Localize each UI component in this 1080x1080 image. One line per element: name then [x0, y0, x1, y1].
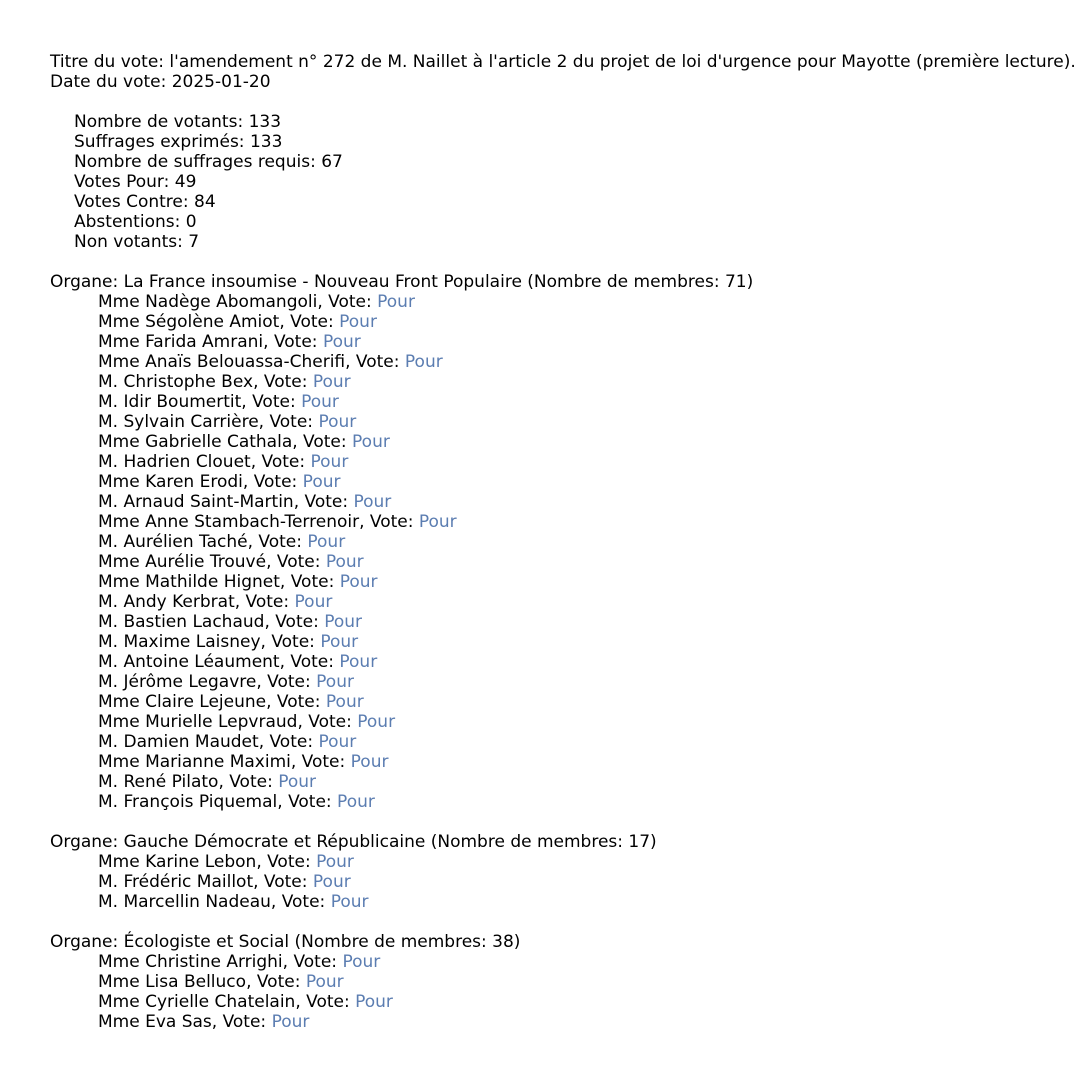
summary-label: Abstentions: [74, 212, 186, 232]
vote-label: , Vote: [253, 372, 313, 392]
member-row [50, 892, 1080, 912]
member-vote: Pour [278, 772, 317, 792]
summary-label: Votes Contre: [74, 192, 195, 212]
vote-label: , Vote: [277, 792, 338, 812]
member-row [50, 952, 1080, 972]
summary-value: 49 [174, 172, 197, 192]
member-vote: Pour [418, 512, 457, 532]
member-name: M. Andy Kerbrat [98, 592, 235, 612]
vote-label: , Vote: [292, 432, 353, 452]
member-name: M. Hadrien Clouet [98, 452, 251, 472]
member-name: Mme Marianne Maximi [98, 752, 291, 772]
member-row [50, 492, 1080, 512]
member-name: Mme Ségolène Amiot [98, 312, 280, 332]
member-name: Mme Karen Erodi [98, 472, 243, 492]
member-name: Mme Christine Arrighi [98, 952, 283, 972]
member-row [50, 772, 1080, 792]
vote-label: , Vote: [359, 512, 419, 532]
vote-label: , Vote: [282, 952, 343, 972]
organ-header: Organe: La France insoumise - Nouveau Front Populaire (Nombre de membres: 71) [50, 272, 754, 292]
summary-votants [50, 112, 1080, 132]
member-name: Mme Claire Lejeune [98, 692, 267, 712]
member-row [50, 972, 1080, 992]
vote-label: , Vote: [241, 392, 302, 412]
vote-label: , Vote: [258, 732, 319, 752]
member-vote: Pour [318, 732, 357, 752]
spacer [50, 92, 1080, 112]
vote-label: , Vote: [270, 892, 331, 912]
vote-label: , Vote: [253, 872, 313, 892]
member-name: M. Sylvain Carrière [98, 412, 259, 432]
vote-label: , Vote: [263, 332, 323, 352]
vote-label: , Vote: [264, 612, 325, 632]
member-name: Mme Anaïs Belouassa-Cherifi [98, 352, 346, 372]
member-row [50, 432, 1080, 452]
organ-section [50, 932, 1080, 1032]
member-row [50, 512, 1080, 532]
summary-label: Suffrages exprimés: [74, 132, 250, 152]
member-vote: Pour [307, 532, 346, 552]
vote-label: , Vote: [279, 652, 340, 672]
member-vote: Pour [324, 612, 363, 632]
member-name: M. Aurélien Taché [98, 532, 248, 552]
vote-label: , Vote: [218, 772, 279, 792]
member-row [50, 332, 1080, 352]
vote-label: , Vote: [250, 452, 311, 472]
member-vote: Pour [318, 412, 357, 432]
vote-label: , Vote: [246, 972, 306, 992]
member-row [50, 352, 1080, 372]
vote-label: , Vote: [279, 312, 340, 332]
member-name: M. Arnaud Saint-Martin [98, 492, 294, 512]
member-row [50, 712, 1080, 732]
member-row [50, 752, 1080, 772]
vote-label: , Vote: [345, 352, 405, 372]
member-row [50, 412, 1080, 432]
member-vote: Pour [312, 372, 351, 392]
summary-label: Nombre de suffrages requis: [74, 152, 322, 172]
member-vote: Pour [339, 572, 378, 592]
vote-title-label: Titre du vote: [50, 52, 170, 72]
member-name: Mme Gabrielle Cathala [98, 432, 293, 452]
member-row [50, 992, 1080, 1012]
member-vote: Pour [294, 592, 333, 612]
member-name: M. Jérôme Legavre [98, 672, 257, 692]
organ-list [50, 252, 1080, 1032]
member-vote: Pour [337, 792, 375, 812]
spacer [50, 912, 1080, 932]
organ-section [50, 272, 1080, 812]
summary-label: Non votants: [74, 232, 189, 252]
member-vote: Pour [355, 992, 393, 1012]
member-row [50, 392, 1080, 412]
member-vote: Pour [271, 1012, 310, 1032]
member-name: Mme Farida Amrani [98, 332, 264, 352]
member-row [50, 552, 1080, 572]
member-name: M. Maxime Laisney [98, 632, 261, 652]
member-vote: Pour [316, 852, 354, 872]
summary-value: 67 [321, 152, 343, 172]
summary-value: 84 [194, 192, 216, 212]
summary-abstentions [50, 212, 1080, 232]
member-row [50, 612, 1080, 632]
member-name: Mme Mathilde Hignet [98, 572, 280, 592]
member-name: Mme Cyrielle Chatelain [98, 992, 296, 1012]
member-row [50, 872, 1080, 892]
vote-label: , Vote: [256, 672, 317, 692]
member-vote: Pour [404, 352, 443, 372]
member-name: M. Idir Boumertit [98, 392, 242, 412]
member-row [50, 452, 1080, 472]
vote-summary [50, 112, 1080, 252]
vote-label: , Vote: [266, 692, 326, 712]
summary-non-votants [50, 232, 1080, 252]
member-vote: Pour [320, 632, 359, 652]
summary-requis [50, 152, 1080, 172]
spacer [50, 812, 1080, 832]
member-name: Mme Lisa Belluco [98, 972, 247, 992]
member-vote: Pour [322, 332, 361, 352]
member-name: M. Antoine Léaument [98, 652, 280, 672]
member-vote: Pour [301, 392, 339, 412]
vote-label: , Vote: [258, 412, 319, 432]
member-vote: Pour [352, 432, 390, 452]
member-vote: Pour [342, 952, 381, 972]
member-vote: Pour [339, 652, 378, 672]
member-row [50, 592, 1080, 612]
vote-label: , Vote: [234, 592, 295, 612]
member-name: M. Damien Maudet [98, 732, 259, 752]
summary-value: 0 [185, 212, 197, 232]
vote-label: , Vote: [279, 572, 340, 592]
summary-value: 7 [188, 232, 200, 252]
member-vote: Pour [310, 452, 349, 472]
member-row [50, 372, 1080, 392]
member-vote: Pour [330, 892, 369, 912]
member-name: M. Frédéric Maillot [98, 872, 254, 892]
summary-label: Votes Pour: [74, 172, 175, 192]
summary-contre [50, 192, 1080, 212]
member-row [50, 532, 1080, 552]
organ-header: Organe: Gauche Démocrate et Républicaine (Nombre de membres: 17) [50, 832, 657, 852]
summary-pour [50, 172, 1080, 192]
member-vote: Pour [350, 752, 389, 772]
vote-label: , Vote: [317, 292, 378, 312]
member-row [50, 292, 1080, 312]
summary-value: 133 [248, 112, 282, 132]
spacer [50, 252, 1080, 272]
member-name: Mme Karine Lebon [98, 852, 257, 872]
member-vote: Pour [316, 672, 354, 692]
vote-label: , Vote: [293, 492, 354, 512]
summary-label: Nombre de votants: [74, 112, 249, 132]
member-vote: Pour [305, 972, 344, 992]
organ-header: Organe: Écologiste et Social (Nombre de membres: 38) [50, 932, 521, 952]
member-row [50, 572, 1080, 592]
member-name: Mme Nadège Abomangoli [98, 292, 318, 312]
vote-date-label: Date du vote: [50, 72, 172, 92]
member-row [50, 692, 1080, 712]
vote-document [50, 52, 1080, 1032]
vote-label: , Vote: [242, 472, 303, 492]
member-name: M. Bastien Lachaud [98, 612, 265, 632]
vote-label: , Vote: [290, 752, 351, 772]
vote-label: , Vote: [295, 992, 356, 1012]
vote-date [50, 72, 1080, 92]
member-name: M. François Piquemal [98, 792, 278, 812]
member-row [50, 1012, 1080, 1032]
vote-title-text: l'amendement n° 272 de M. Naillet à l'article 2 du projet de loi d'urgence pour Mayotte (première lecture). [169, 52, 1076, 72]
vote-date-value: 2025-01-20 [171, 72, 271, 92]
member-name: M. Marcellin Nadeau [98, 892, 271, 912]
vote-label: , Vote: [256, 852, 317, 872]
member-name: M. Christophe Bex [98, 372, 254, 392]
member-vote: Pour [302, 472, 341, 492]
summary-value: 133 [249, 132, 283, 152]
member-row [50, 852, 1080, 872]
member-vote: Pour [357, 712, 396, 732]
member-row [50, 652, 1080, 672]
member-row [50, 732, 1080, 752]
member-row [50, 472, 1080, 492]
member-name: Mme Anne Stambach-Terrenoir [98, 512, 360, 532]
member-vote: Pour [312, 872, 351, 892]
member-vote: Pour [353, 492, 392, 512]
member-name: Mme Murielle Lepvraud [98, 712, 298, 732]
member-row [50, 672, 1080, 692]
member-vote: Pour [325, 692, 364, 712]
organ-section [50, 832, 1080, 912]
vote-label: , Vote: [260, 632, 321, 652]
vote-label: , Vote: [211, 1012, 272, 1032]
member-row [50, 312, 1080, 332]
vote-label: , Vote: [297, 712, 358, 732]
member-vote: Pour [377, 292, 415, 312]
member-name: M. René Pilato [98, 772, 219, 792]
vote-label: , Vote: [266, 552, 326, 572]
member-row [50, 632, 1080, 652]
vote-title [50, 52, 1080, 72]
summary-exprimes [50, 132, 1080, 152]
member-row [50, 792, 1080, 812]
member-vote: Pour [339, 312, 377, 332]
member-vote: Pour [325, 552, 364, 572]
vote-label: , Vote: [247, 532, 308, 552]
member-name: Mme Aurélie Trouvé [98, 552, 267, 572]
member-name: Mme Eva Sas [98, 1012, 212, 1032]
